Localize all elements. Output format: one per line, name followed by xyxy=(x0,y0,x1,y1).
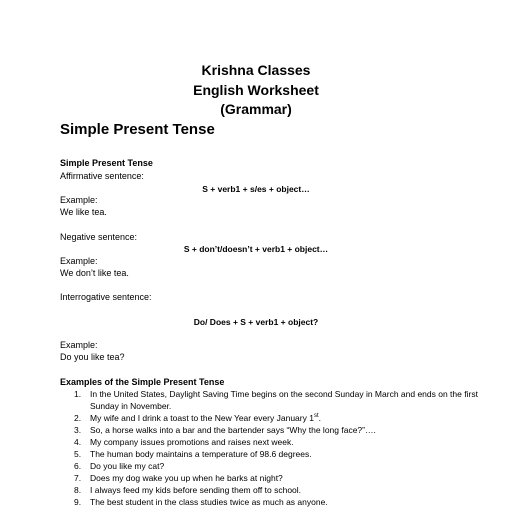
negative-example: We don’t like tea. xyxy=(60,268,129,278)
list-text: The human body maintains a temperature of 98.6 degrees. xyxy=(90,449,312,459)
negative-example-label: Example: xyxy=(60,256,98,266)
examples-heading: Examples of the Simple Present Tense xyxy=(60,377,225,387)
school-name: Krishna Classes xyxy=(201,62,311,78)
affirmative-formula: S + verb1 + s/es + object… xyxy=(202,184,310,194)
list-number: 5. xyxy=(74,449,82,459)
list-number: 4. xyxy=(74,437,82,447)
list-text: The best student in the class studies twice as much as anyone. xyxy=(90,497,328,507)
list-text: My wife and I drink a toast to the New Year every January 1 xyxy=(90,413,314,423)
interrogative-label: Interrogative sentence: xyxy=(60,292,152,302)
list-number: 1. xyxy=(74,389,82,399)
list-item xyxy=(60,496,480,508)
list-text: In the United States, Daylight Saving Time begins on the second Sunday in March and ends on the first Sunday in November. xyxy=(90,389,478,411)
list-item xyxy=(60,460,480,472)
list-item xyxy=(60,388,480,412)
list-text: Do you like my cat? xyxy=(90,461,165,471)
superscript: st xyxy=(313,413,319,420)
list-text-tail: . xyxy=(318,413,321,423)
negative-formula: S + don’t/doesn’t + verb1 + object… xyxy=(183,244,329,254)
list-text: I always feed my kids before sending them off to school. xyxy=(90,485,302,495)
list-item xyxy=(60,424,480,436)
worksheet-title: English Worksheet xyxy=(193,82,319,98)
list-number: 2. xyxy=(74,413,82,423)
list-number: 3. xyxy=(74,425,82,435)
list-item xyxy=(60,472,480,484)
affirmative-label: Affirmative sentence: xyxy=(60,171,144,181)
section-heading: Simple Present Tense xyxy=(60,158,153,168)
affirmative-example: We like tea. xyxy=(60,207,107,217)
list-text: Does my dog wake you up when he barks at night? xyxy=(90,473,283,483)
negative-label: Negative sentence: xyxy=(60,232,138,242)
list-text: So, a horse walks into a bar and the bartender says “Why the long face?”…. xyxy=(90,425,376,435)
list-number: 9. xyxy=(74,497,82,507)
page-title: Simple Present Tense xyxy=(60,121,215,138)
interrogative-example: Do you like tea? xyxy=(60,352,125,362)
list-text: My company issues promotions and raises next week. xyxy=(90,437,294,447)
examples-list xyxy=(60,388,480,508)
list-item xyxy=(60,436,480,448)
list-number: 8. xyxy=(74,485,82,495)
list-item xyxy=(60,484,480,496)
subject-label: (Grammar) xyxy=(220,101,292,117)
interrogative-formula: Do/ Does + S + verb1 + object? xyxy=(193,317,319,327)
affirmative-example-label: Example: xyxy=(60,195,98,205)
list-item xyxy=(60,412,480,424)
list-number: 6. xyxy=(74,461,82,471)
interrogative-example-label: Example: xyxy=(60,340,98,350)
list-number: 7. xyxy=(74,473,82,483)
list-item xyxy=(60,448,480,460)
